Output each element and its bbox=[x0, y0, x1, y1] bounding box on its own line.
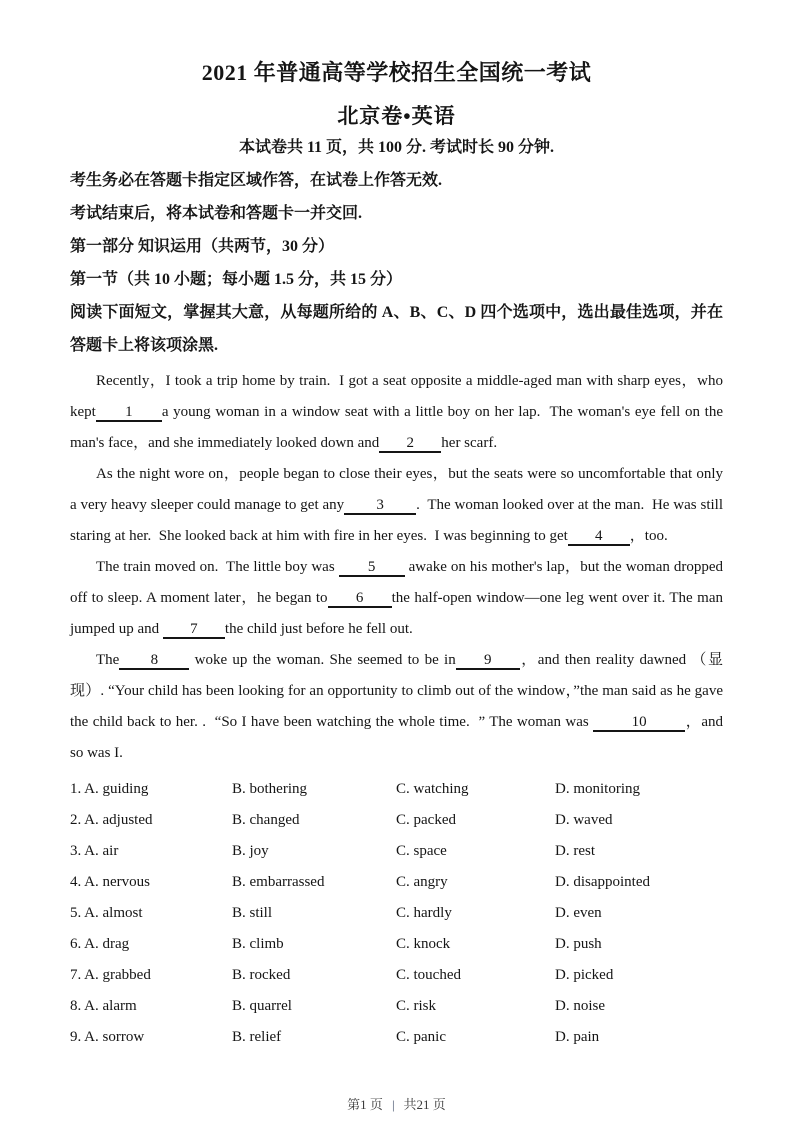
section-one-heading: 第一节（共 10 小题；每小题 1.5 分，共 15 分） bbox=[70, 271, 403, 288]
option-cell: B. rocked bbox=[232, 967, 291, 983]
blank-2: 2 bbox=[379, 435, 441, 453]
passage-paragraph: Recently，I took a trip home by train. I got a seat opposite a middle-aged man with sharp eyes，who kept 1 a young woman in a window seat with a little boy on her lap. The woman's eye fell on the man's face，and she immediately looked down and 2 her scarf. bbox=[70, 373, 723, 451]
option-cell: D. rest bbox=[555, 843, 595, 859]
question-number-and-option-a: 6. A. drag bbox=[70, 936, 130, 952]
option-cell: C. panic bbox=[396, 1029, 446, 1045]
option-cell: D. waved bbox=[555, 812, 613, 828]
option-cell: D. even bbox=[555, 905, 602, 921]
blank-5: 5 bbox=[339, 559, 405, 577]
question-number-and-option-a: 7. A. grabbed bbox=[70, 967, 151, 983]
option-cell: C. touched bbox=[396, 967, 461, 983]
footer-separator: | bbox=[391, 1097, 395, 1112]
question-number-and-option-a: 9. A. sorrow bbox=[70, 1029, 145, 1045]
blank-9: 9 bbox=[456, 652, 520, 670]
blank-1: 1 bbox=[96, 404, 162, 422]
option-cell: B. bothering bbox=[232, 781, 307, 797]
question-number-and-option-a: 8. A. alarm bbox=[70, 998, 137, 1014]
option-cell: D. noise bbox=[555, 998, 605, 1014]
passage-paragraph: The train moved on. The little boy was 5 awake on his mother's lap，but the woman dropped off to sleep. A moment later，he began to 6 the half-open window—one leg went over it. The man jumped up and 7 the child just before he fell out. bbox=[70, 559, 723, 637]
option-cell: C. angry bbox=[396, 874, 448, 890]
option-cell: C. packed bbox=[396, 812, 456, 828]
notice-return: 考试结束后，将本试卷和答题卡一并交回. bbox=[70, 205, 363, 222]
page-subtitle: 北京卷•英语 bbox=[337, 104, 456, 128]
question-number-and-option-a: 2. A. adjusted bbox=[70, 812, 153, 828]
option-cell: B. changed bbox=[232, 812, 300, 828]
question-number-and-option-a: 4. A. nervous bbox=[70, 874, 150, 890]
question-number-and-option-a: 3. A. air bbox=[70, 843, 119, 859]
footer-total-pages: 共21 页 bbox=[403, 1097, 446, 1112]
option-cell: C. knock bbox=[396, 936, 451, 952]
option-cell: B. quarrel bbox=[232, 998, 292, 1014]
exam-info-line: 本试卷共 11 页，共 100 分. 考试时长 90 分钟. bbox=[238, 139, 555, 156]
passage bbox=[70, 366, 723, 769]
option-cell: D. pain bbox=[555, 1029, 600, 1045]
option-cell: D. picked bbox=[555, 967, 614, 983]
blank-6: 6 bbox=[328, 590, 392, 608]
question-number-and-option-a: 1. A. guiding bbox=[70, 781, 149, 797]
passage-paragraph: The 8 woke up the woman. She seemed to be in 9 ，and then reality dawned （显现）. “Your child has been looking for an opportunity to climb out of the window，”the man said as he gave the child back to her. . “So I have been watching the whole time. ” The woman was 10 ，and so was I. bbox=[70, 652, 723, 761]
option-cell: C. risk bbox=[396, 998, 437, 1014]
option-cell: C. space bbox=[396, 843, 447, 859]
option-cell: B. embarrassed bbox=[232, 874, 325, 890]
page-footer bbox=[0, 1094, 793, 1113]
option-cell: B. still bbox=[232, 905, 273, 921]
footer-page-number: 第1 页 bbox=[347, 1097, 383, 1112]
option-cell: D. monitoring bbox=[555, 781, 640, 797]
passage-paragraph: As the night wore on，people began to close their eyes，but the seats were so uncomfortable that only a very heavy sleeper could manage to get any 3 . The woman looked over at the man. He was still staring at her. She looked back at him with fire in her eyes. I was beginning to get 4 ，too. bbox=[70, 466, 723, 544]
blank-8: 8 bbox=[119, 652, 189, 670]
option-cell: B. relief bbox=[232, 1029, 282, 1045]
question-number-and-option-a: 5. A. almost bbox=[70, 905, 143, 921]
option-cell: D. push bbox=[555, 936, 602, 952]
option-cell: C. hardly bbox=[396, 905, 452, 921]
blank-3: 3 bbox=[344, 497, 416, 515]
section-instructions: 阅读下面短文，掌握其大意，从每题所给的 A、B、C、D 四个选项中，选出最佳选项，并在答题卡上将该项涂黑. bbox=[70, 304, 723, 354]
option-cell: D. disappointed bbox=[555, 874, 650, 890]
option-cell: B. joy bbox=[232, 843, 269, 859]
blank-4: 4 bbox=[568, 528, 630, 546]
option-cell: B. climb bbox=[232, 936, 284, 952]
blank-10: 10 bbox=[593, 714, 685, 732]
option-cell: C. watching bbox=[396, 781, 469, 797]
blank-7: 7 bbox=[163, 621, 225, 639]
notice-answer-sheet: 考生务必在答题卡指定区域作答，在试卷上作答无效. bbox=[70, 172, 443, 189]
part-one-heading: 第一部分 知识运用（共两节，30 分） bbox=[70, 238, 335, 255]
page-title: 2021 年普通高等学校招生全国统一考试 bbox=[201, 60, 592, 85]
questions-grid bbox=[70, 774, 723, 1053]
